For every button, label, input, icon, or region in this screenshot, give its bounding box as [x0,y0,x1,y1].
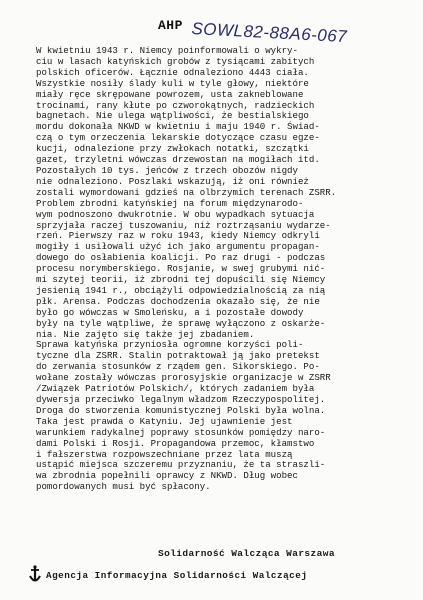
article-body [36,46,391,493]
archive-signature-code: SOWL82-88A6-067 [191,19,348,47]
publisher-name: Agencja Informacyjna Solidarności Walczącej [46,569,308,581]
anchor-logo-icon [28,565,42,585]
paragraph-3: Problem zbrodni katyńskiej na forum międzynarodo- wym podnoszono dwukrotnie. W obu wypadkach sytuacja sprzyjała raczej tuszowaniu, niż roztrząsaniu wydarze- rzeń. Pierwszy raz w roku 1943, kiedy Niemcy odkryli mogiły i usiłowali użyć ich jako argumentu propagan- dowego do osłabienia koalicji. Po raz drugi - podczas procesu norymberskiego. Rosjanie, w swej grubymi nić- mi szytej teorii, iż zbrodni tej dopuścili się Niemcy jesienią 1941 r., obciążyli odpowiedzialnością za nią płk. Arensa. Podczas dochodzenia okazało się, że nie było go wówczas w Smoleńsku, a i pozostałe dowody były na tyle wątpliwe, że sprawę wyłączono z oskarże- nia. Nie zajęto się także jej zbadaniem. [36,197,331,340]
archive-stamp: AHP [158,18,183,33]
signature: Solidarność Walcząca Warszawa [158,548,335,559]
paragraph-5: Taka jest prawda o Katyniu. Jej ujawnienie jest warunkiem radykalnej poprawy stosunków pomiędzy naro- dami Polski i Rosji. Propagandowa przemoc, kłamstwo i fałszerstwa rozpowszechniane przez lata muszą ustąpić miejsca szczeremu przyznaniu, że ta straszli- wa zbrodnia popełnili oprawcy z NKWD. Dług wobec pomordowanych musi być spłacony. [36,415,326,493]
paragraph-2: Pozostałych 10 tys. jeńców z trzech obozów nigdy nie odnaleziono. Poszlaki wskazują, iż oni również zostali wymordowani gdzieś na olbrzymich terenach ZSRR. [36,164,337,198]
paragraph-4: Sprawa katyńska przyniosła ogromne korzyści poli- tyczne dla ZSRR. Stalin potraktował ją jako pretekst do zerwania stosunków z rządem gen. Sikorskiego. Po- wołane zostały wówczas prorosyjskie organizacje w ZSRR /Związek Patriotów Polskich/, których zadaniem była dywersja przeciwko legalnym władzom Rzeczypospolitej. Droga do stworzenia komunistycznej Polski była wolna. [36,339,331,416]
footer [28,565,307,585]
paragraph-1: W kwietniu 1943 r. Niemcy poinformowali o wykry- ciu w lasach katyńskich grobów z tysiącami zabitych polskich oficerów. Łącznie odnaleziono 4443 ciała. Wszystkie nosiły ślady kuli w tyle głowy, niektóre miały ręce skrępowane powrozem, usta zakneblowane trocinami, rany kłute po czworokątnych, radzieckich bagnetach. Nie ulega wątpliwości, że bestialskiego mordu dokonała NKWD w kwietniu i maju 1940 r. Świad- czą o tym orzeczenia lekarskie dotyczące czasu egze- kucji, odnalezione przy zwłokach notatki, szczątki gazet, trzyletni wówczas drzewostan na mogiłach itd. [36,45,320,166]
